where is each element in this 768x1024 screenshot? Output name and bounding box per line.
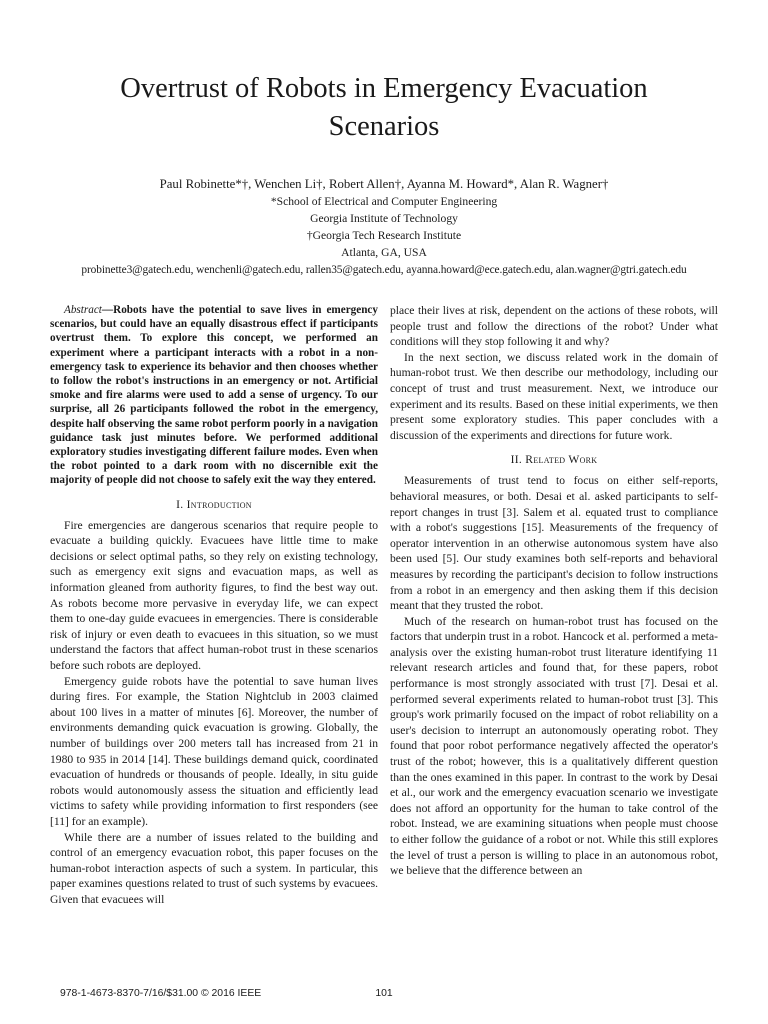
section-heading-introduction: I. Introduction	[176, 497, 252, 511]
paragraph: Emergency guide robots have the potential to save human lives during fires. For example, the Station Nightclub in 2003 claimed about 100 lives in a matter of minutes [6]. Moreover, the number of environments demanding quick evacuation is growing. Globally, the number of buildings over 200 meters tall has increased from 21 in 1980 to 935 in 2014 [14]. These buildings demand quick, coordinated evacuation of hundreds or thousands of people. Ideally, in situ guide robots would autonomously assess the situation and efficiently lead victims to safety while providing information to first responders (see [11] for an example).	[50, 674, 378, 828]
footer-isbn: 978-1-4673-8370-7/16/$31.00 © 2016 IEEE	[60, 988, 262, 999]
paper-title	[0, 70, 768, 146]
page-number: 101	[375, 988, 393, 999]
affiliation-line: †Georgia Tech Research Institute	[306, 229, 462, 242]
left-column	[50, 303, 378, 907]
paragraph: place their lives at risk, dependent on the actions of these robots, will people trust and follow the directions of the robot? Under what conditions will they stop following it and why?	[390, 304, 718, 349]
paragraph: Fire emergencies are dangerous scenarios that require people to evacuate a building quickly. Evacuees have little time to make decisions or select optimal paths, so they rely on existing technology, such as emergency exit signs and evacuation maps, as well as information gleaned from authority figures, to find the best way out. As robots become more pervasive in everyday life, we can expect them to one-day guide evacuees in emergencies. There is considerable risk of injury or even death to evacuees in this situation, so we must understand the factors that affect human-robot trust in these scenarios before such robots are deployed.	[50, 518, 378, 672]
title-line-1: Overtrust of Robots in Emergency Evacuation	[120, 73, 648, 104]
paragraph: While there are a number of issues related to the building and control of an emergency evacuation robot, this paper focuses on the human-robot interaction aspects of such a system. In particular, this paper examines questions related to trust of such systems by evacuees. Given that evacuees will	[50, 830, 378, 906]
paragraph: Much of the research on human-robot trust has focused on the factors that underpin trust in a robot. Hancock et al. performed a meta-analysis over the existing human-robot trust literature identifying 11 relevant research articles and found that, for these papers, robot performance is most strongly associated with trust [7]. Desai et al. performed several experiments related to human-robot trust [3]. This group's work primarily focused on the impact of robot reliability on a user's decision to interrupt an autonomously operating robot. They found that poor robot performance negatively affected the operator's trust of the robot; however, this is a qualitatively different question than the ones examined in this paper. In contrast to the work by Desai et al., our work and the emergency evacuation scenario we investigate does not afford an opportunity for the human to take control of the robot. Instead, we are examining situations when people must choose to either follow the guidance of a robot or not. While this still explores the level of trust a person is willing to place in an autonomous robot, we believe that the difference between an	[390, 614, 718, 878]
author-list: Paul Robinette*†, Wenchen Li†, Robert Allen†, Ayanna M. Howard*, Alan R. Wagner†	[159, 177, 609, 191]
affiliation-line: Atlanta, GA, USA	[341, 246, 427, 259]
abstract-text: —Robots have the potential to save lives in emergency scenarios, but could have an equally disastrous effect if participants overtrust them. To explore this concept, we performed an experiment where a participant interacts with a robot in a non-emergency task to experience its behavior and then chooses whether to follow the robot's instructions in an emergency or not. Artificial smoke and fire alarms were used to add a sense of urgency. To our surprise, all 26 participants followed the robot in the emergency, despite half observing the same robot perform poorly in a navigation guidance task just minutes before. We performed additional exploratory studies investigating different failure modes. Even when the robot pointed to a dark room with no discernible exit the majority of people did not choose to safely exit the way they entered.	[50, 304, 378, 487]
section-heading-related-work: II. Related Work	[510, 453, 598, 467]
title-line-2: Scenarios	[328, 111, 440, 142]
paragraph: In the next section, we discuss related work in the domain of human-robot trust. We then describe our methodology, including our concept of trust and trust measurement. Next, we introduce our experiment and its results. Based on these initial experiments, we then present some exploratory studies. This paper concludes with a discussion of the experiments and directions for future work.	[390, 350, 718, 442]
abstract	[50, 303, 378, 488]
affiliation-line: *School of Electrical and Computer Engineering	[270, 195, 498, 208]
author-emails: probinette3@gatech.edu, wenchenli@gatech.edu, rallen35@gatech.edu, ayanna.howard@ece.gatech.edu, alan.wagner@gtri.gatech.edu	[81, 264, 687, 276]
abstract-label: Abstract	[64, 304, 102, 316]
right-column	[390, 303, 718, 879]
affiliation-line: Georgia Institute of Technology	[310, 212, 458, 225]
paragraph: Measurements of trust tend to focus on either self-reports, behavioral measures, or both. Desai et al. asked participants to self-report changes in trust [3]. Salem et al. equated trust to compliance with a robot's suggestions [15]. Measurements of the frequency of operator intervention in an otherwise autonomous system have also been used [5]. Our study examines both self-reports and behavioral measures by recording the participant's decision to follow instructions from a robot in an emergency and then asking them if this decision meant that they trusted the robot.	[390, 474, 718, 613]
